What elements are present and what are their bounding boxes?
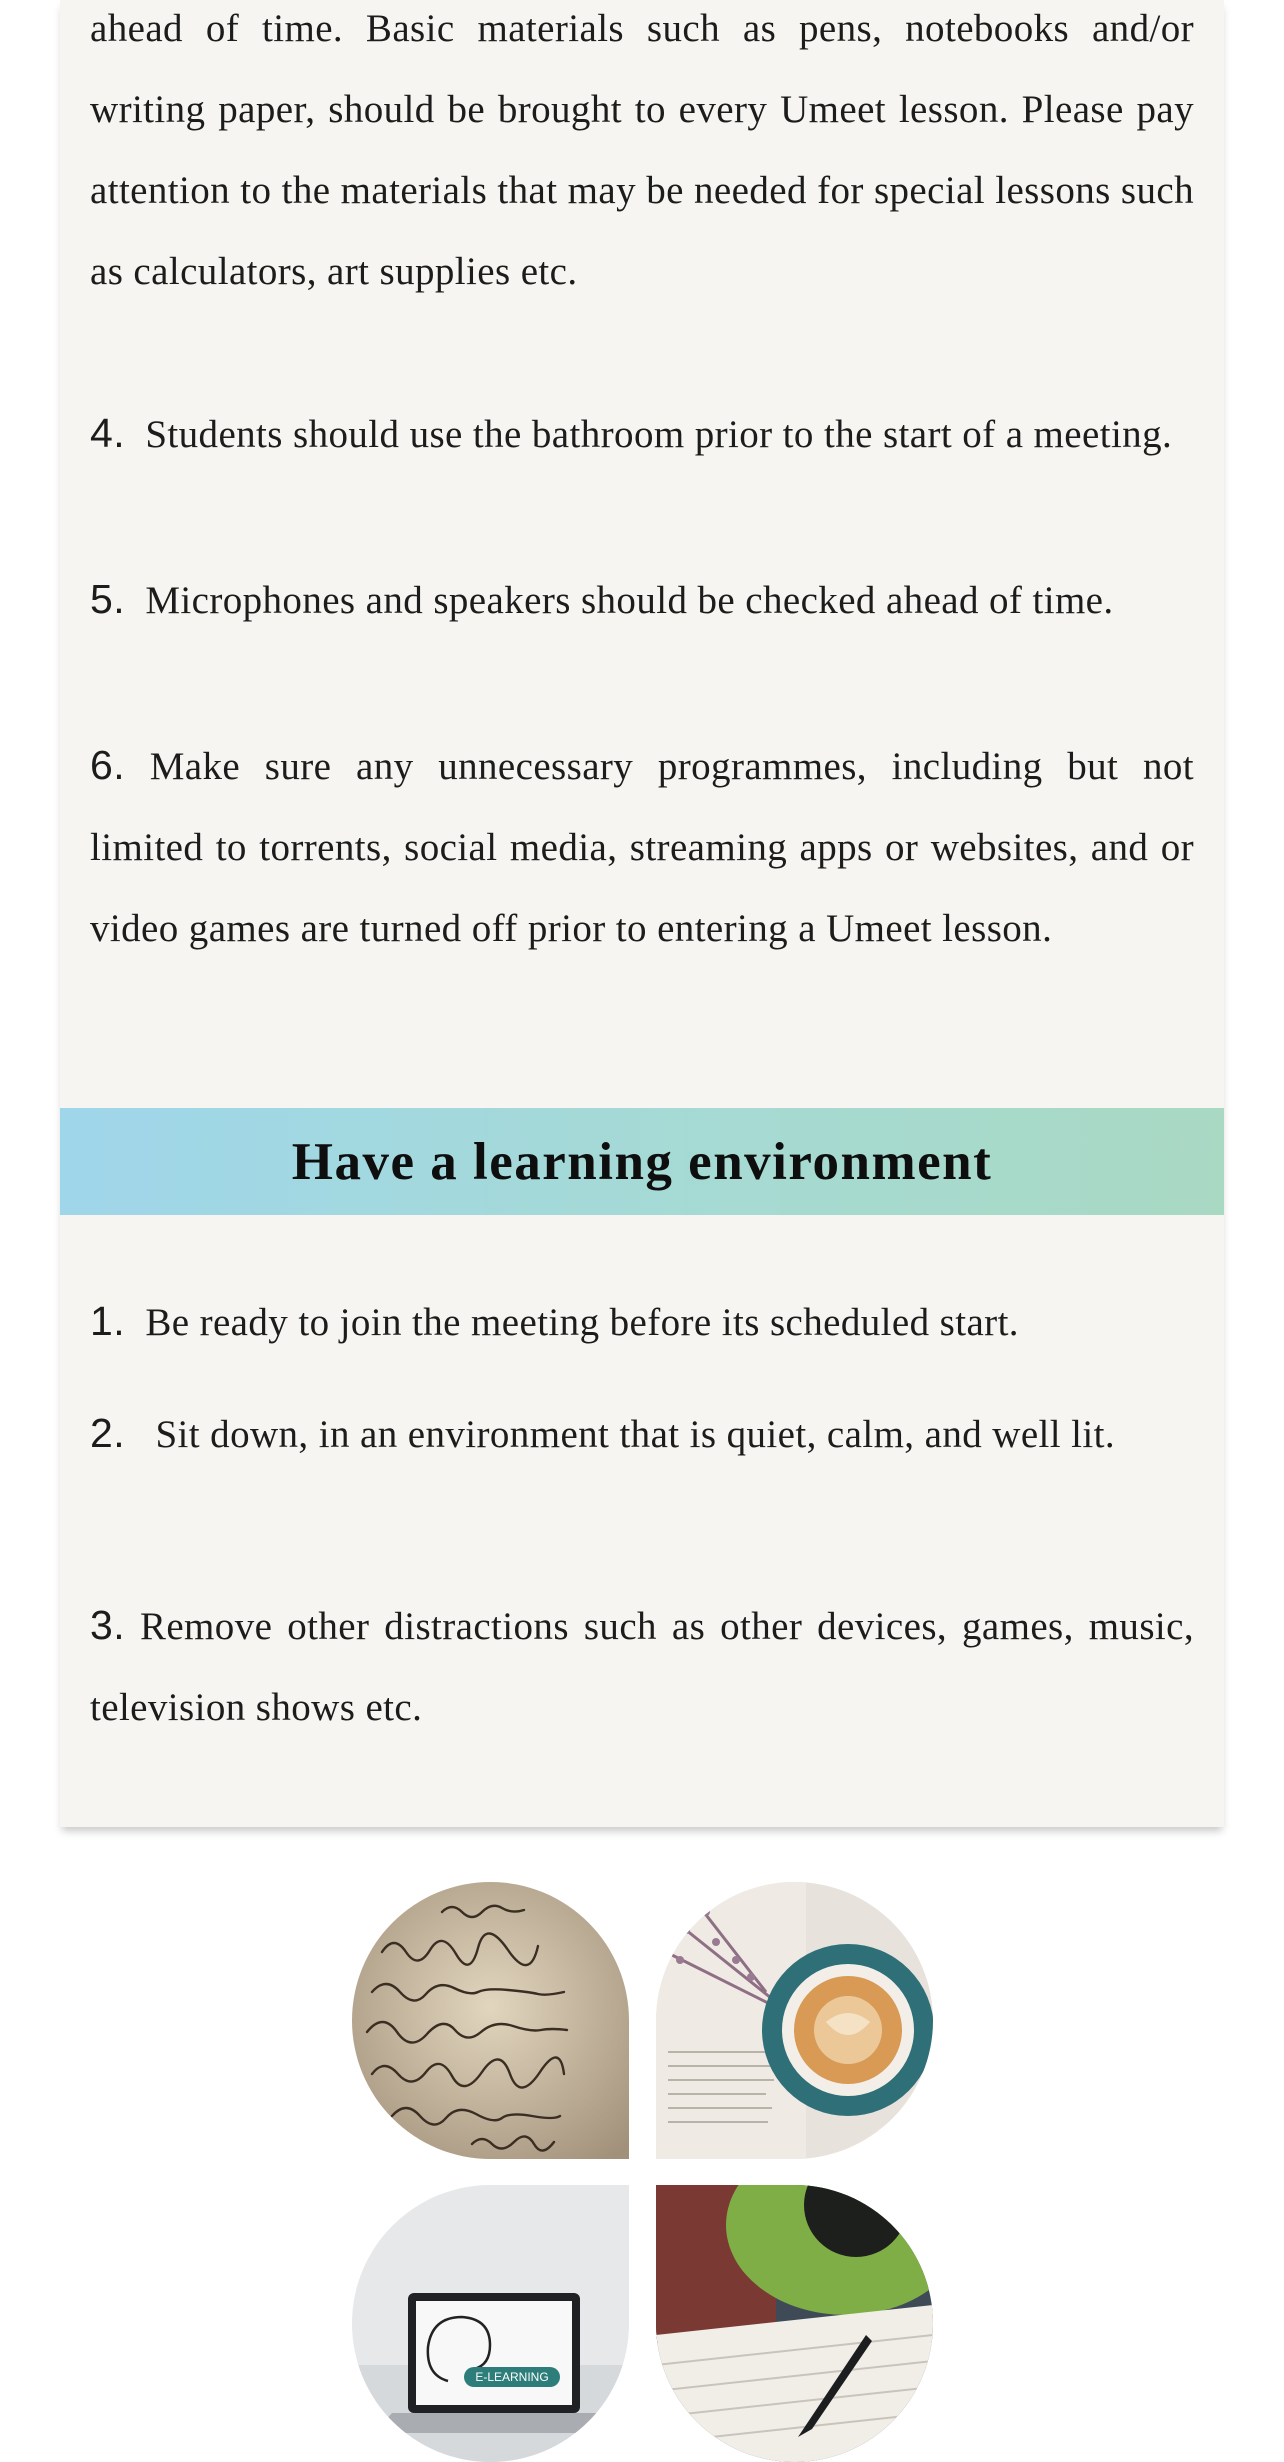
e-learning-caption: E-LEARNING	[475, 2370, 549, 2384]
section-banner	[60, 1108, 1224, 1215]
item-text: Students should use the bathroom prior to the start of a meeting.	[145, 413, 1173, 456]
item-text: Microphones and speakers should be checked ahead of time.	[145, 579, 1114, 622]
section-title: Have a learning environment	[291, 1132, 993, 1191]
item-text: Sit down, in an environment that is quiet, calm, and well lit.	[155, 1413, 1116, 1456]
e-learning-laptop-image	[352, 2185, 629, 2462]
env-item-1	[90, 1281, 1194, 1363]
handwriting-letter-image	[352, 1882, 629, 2159]
item-number: 2.	[90, 1410, 125, 1456]
item-number: 3.	[90, 1602, 125, 1648]
item-3-continued: ahead of time. Basic materials such as pens, notebooks and/or writing paper, should be brought to every Umeet lesson. Please pay attention to the materials that may be needed for special lessons such as calculators, art supplies etc.	[90, 7, 1194, 293]
item-number: 1.	[90, 1298, 125, 1344]
env-item-2	[90, 1393, 1194, 1475]
item-text: Make sure any unnecessary programmes, including but not limited to torrents, social media, streaming apps or websites, and or video games are turned off prior to entering a Umeet lesson.	[90, 745, 1194, 950]
notebook-pen-image	[656, 2185, 933, 2462]
env-item-3	[90, 1585, 1194, 1748]
item-number: 5.	[90, 576, 125, 622]
item-text: Remove other distractions such as other devices, games, music, television shows etc.	[90, 1605, 1194, 1729]
coffee-cup-book-image	[656, 1882, 933, 2159]
list-item-6	[90, 725, 1194, 969]
item-number: 4.	[90, 410, 125, 456]
list-item-5	[90, 559, 1194, 641]
list-item-4	[90, 393, 1194, 475]
item-text: Be ready to join the meeting before its scheduled start.	[145, 1301, 1019, 1344]
item-number: 6.	[90, 742, 125, 788]
